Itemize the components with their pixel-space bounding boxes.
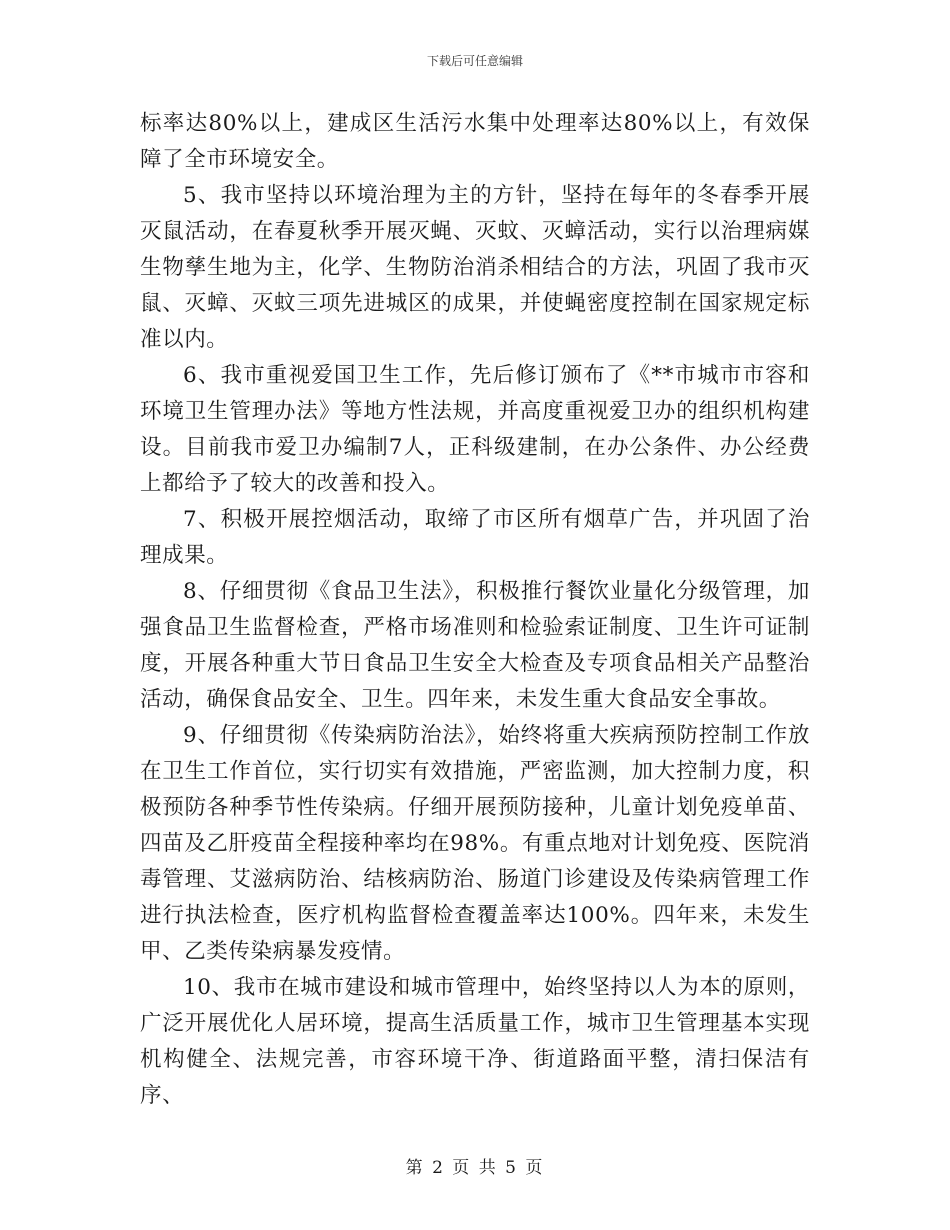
- page-header: 下载后可任意编辑: [426, 54, 523, 68]
- paragraph-continuation: 标率达80%以上，建成区生活污水集中处理率达80%以上，有效保障了全市环境安全。: [140, 111, 810, 172]
- page-footer: 第 2 页 共 5 页: [405, 1158, 545, 1178]
- paragraph-item-10: 10、我市在城市建设和城市管理中，始终坚持以人为本的原则，广泛开展优化人居环境，提高生活质量工作，城市卫生管理基本实现机构健全、法规完善，市容环境干净、街道路面平整，清扫保洁有序、: [140, 975, 810, 1108]
- paragraph-item-7: 7、积极开展控烟活动，取缔了市区所有烟草广告，并巩固了治理成果。: [140, 507, 810, 568]
- document-body: [140, 106, 810, 1114]
- paragraph-item-9: 9、仔细贯彻《传染病防治法》，始终将重大疾病预防控制工作放在卫生工作首位，实行切实有效措施，严密监测，加大控制力度，积极预防各种季节性传染病。仔细开展预防接种，儿童计划免疫单苗、四苗及乙肝疫苗全程接种率均在98%。有重点地对计划免疫、医院消毒管理、艾滋病防治、结核病防治、肠道门诊建设及传染病管理工作进行执法检查，医疗机构监督检查覆盖率达100%。四年来，未发生甲、乙类传染病暴发疫情。: [140, 723, 810, 964]
- paragraph-item-6: 6、我市重视爱国卫生工作，先后修订颁布了《**市城市市容和环境卫生管理办法》等地方性法规，并高度重视爱卫办的组织机构建设。目前我市爱卫办编制7人，正科级建制，在办公条件、办公经费上都给予了较大的改善和投入。: [140, 363, 810, 496]
- paragraph-item-8: 8、仔细贯彻《食品卫生法》，积极推行餐饮业量化分级管理，加强食品卫生监督检查，严格市场准则和检验索证制度、卫生许可证制度，开展各种重大节日食品卫生安全大检查及专项食品相关产品整治活动，确保食品安全、卫生。四年来，未发生重大食品安全事故。: [140, 579, 810, 712]
- paragraph-item-5: 5、我市坚持以环境治理为主的方针，坚持在每年的冬春季开展灭鼠活动，在春夏秋季开展灭蝇、灭蚊、灭蟑活动，实行以治理病媒生物孳生地为主，化学、生物防治消杀相结合的方法，巩固了我市灭鼠、灭蟑、灭蚊三项先进城区的成果，并使蝇密度控制在国家规定标准以内。: [140, 183, 810, 352]
